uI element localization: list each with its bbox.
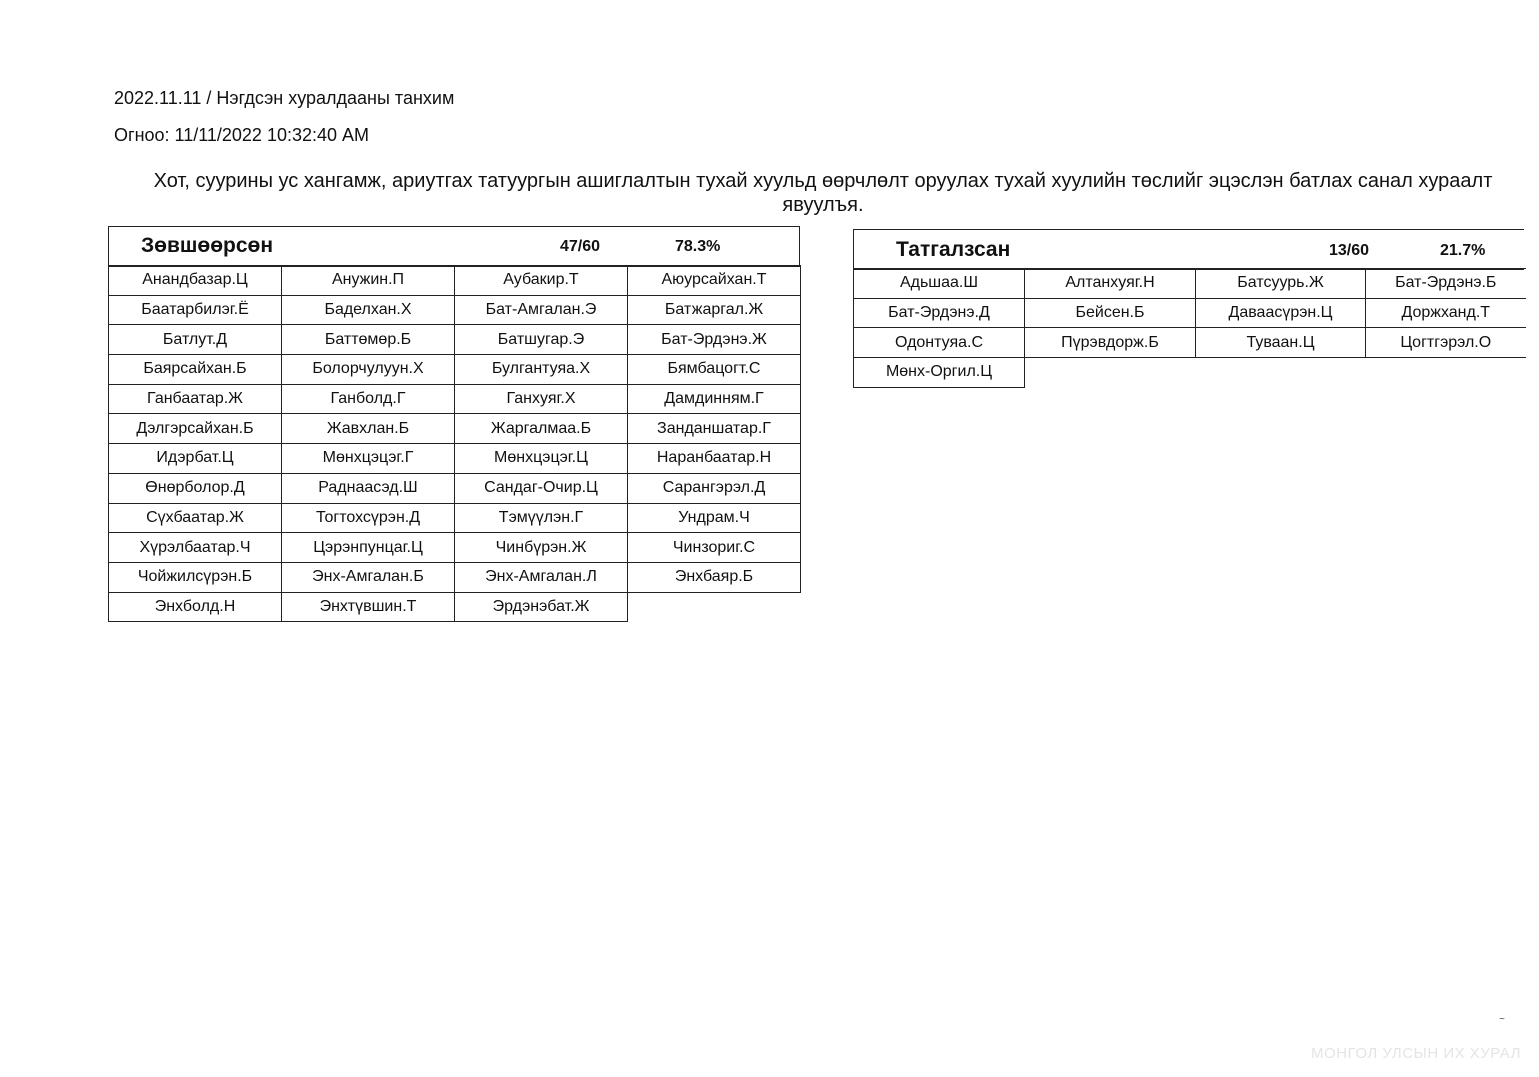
member-name-cell: Цогтгэрэл.О <box>1366 328 1526 358</box>
empty-cell <box>1366 358 1526 388</box>
member-name-cell: Пүрэвдорж.Б <box>1025 328 1196 358</box>
member-name-cell: Баатарбилэг.Ё <box>109 295 282 325</box>
reject-table-body <box>854 269 1526 388</box>
member-name-cell: Ганбаатар.Ж <box>109 384 282 414</box>
member-name-cell: Бейсен.Б <box>1025 298 1196 328</box>
member-name-cell: Болорчулуун.Х <box>282 355 455 385</box>
reject-percent: 21.7% <box>1440 242 1486 259</box>
member-name-cell: Батлут.Д <box>109 325 282 355</box>
approve-count: 47/60 <box>560 238 601 255</box>
table-row <box>109 325 801 355</box>
reject-count: 13/60 <box>1329 242 1370 259</box>
member-name-cell: Одонтуяа.С <box>854 328 1025 358</box>
member-name-cell: Тэмүүлэн.Г <box>455 503 628 533</box>
member-name-cell: Бат-Эрдэнэ.Ж <box>628 325 801 355</box>
member-name-cell: Мөнхцэцэг.Ц <box>455 444 628 474</box>
table-row <box>854 328 1526 358</box>
session-date-location: 2022.11.11 / Нэгдсэн хуралдааны танхим <box>114 88 455 108</box>
member-name-cell: Сүхбаатар.Ж <box>109 503 282 533</box>
member-name-cell: Булгантуяа.Х <box>455 355 628 385</box>
member-name-cell: Раднаасэд.Ш <box>282 473 455 503</box>
reject-names-table <box>853 268 1526 388</box>
member-name-cell: Энхтүвшин.Т <box>282 592 455 622</box>
member-name-cell: Батжаргал.Ж <box>628 295 801 325</box>
member-name-cell: Аубакир.Т <box>455 266 628 296</box>
table-row <box>109 384 801 414</box>
member-name-cell: Ганхуяг.Х <box>455 384 628 414</box>
table-row <box>109 473 801 503</box>
approve-label: Зөвшөөрсөн <box>141 234 274 257</box>
table-row <box>109 295 801 325</box>
member-name-cell: Чинбүрэн.Ж <box>455 533 628 563</box>
table-row <box>109 355 801 385</box>
member-name-cell: Баттөмөр.Б <box>282 325 455 355</box>
member-name-cell: Туваан.Ц <box>1196 328 1366 358</box>
table-row <box>109 444 801 474</box>
reject-header <box>853 229 1524 270</box>
member-name-cell: Даваасүрэн.Ц <box>1196 298 1366 328</box>
motion-title: Хот, суурины ус хангамж, ариутгах татуургын ашиглалтын тухай хуульд өөрчлөлт оруулах тухай хуулийн төслийг эцэслэн батлах санал хураалт явуулъя. <box>153 170 1493 216</box>
table-row <box>109 414 801 444</box>
member-name-cell: Анужин.П <box>282 266 455 296</box>
member-name-cell: Баделхан.Х <box>282 295 455 325</box>
member-name-cell: Мөнх-Оргил.Ц <box>854 358 1025 388</box>
member-name-cell: Тогтохсүрэн.Д <box>282 503 455 533</box>
approve-header <box>108 226 800 267</box>
empty-cell <box>1196 358 1366 388</box>
member-name-cell: Батшугар.Э <box>455 325 628 355</box>
table-row <box>109 503 801 533</box>
empty-cell <box>1025 358 1196 388</box>
member-name-cell: Наранбаатар.Н <box>628 444 801 474</box>
member-name-cell: Дэлгэрсайхан.Б <box>109 414 282 444</box>
member-name-cell: Аюурсайхан.Т <box>628 266 801 296</box>
approve-names-table <box>108 265 801 622</box>
member-name-cell: Хүрэлбаатар.Ч <box>109 533 282 563</box>
member-name-cell: Бямбацогт.С <box>628 355 801 385</box>
member-name-cell: Энх-Амгалан.Л <box>455 562 628 592</box>
approve-percent: 78.3% <box>675 238 721 255</box>
member-name-cell: Энхбаяр.Б <box>628 562 801 592</box>
member-name-cell: Мөнхцэцэг.Г <box>282 444 455 474</box>
member-name-cell: Бат-Эрдэнэ.Б <box>1366 269 1526 299</box>
member-name-cell: Өнөрболор.Д <box>109 473 282 503</box>
table-row <box>854 269 1526 299</box>
member-name-cell: Адьшаа.Ш <box>854 269 1025 299</box>
member-name-cell: Доржханд.Т <box>1366 298 1526 328</box>
reject-label: Татгалзсан <box>896 238 1011 261</box>
member-name-cell: Цэрэнпунцаг.Ц <box>282 533 455 563</box>
member-name-cell: Энх-Амгалан.Б <box>282 562 455 592</box>
member-name-cell: Алтанхуяг.Н <box>1025 269 1196 299</box>
table-row <box>109 562 801 592</box>
approve-table-body <box>109 266 801 622</box>
member-name-cell: Энхболд.Н <box>109 592 282 622</box>
table-row <box>109 266 801 296</box>
member-name-cell: Ундрам.Ч <box>628 503 801 533</box>
member-name-cell: Идэрбат.Ц <box>109 444 282 474</box>
member-name-cell: Дамдинням.Г <box>628 384 801 414</box>
member-name-cell: Эрдэнэбат.Ж <box>455 592 628 622</box>
member-name-cell: Баярсайхан.Б <box>109 355 282 385</box>
member-name-cell: Анандбазар.Ц <box>109 266 282 296</box>
scan-mark: ~ <box>1499 1014 1505 1025</box>
member-name-cell: Жавхлан.Б <box>282 414 455 444</box>
empty-cell <box>628 592 801 622</box>
member-name-cell: Жаргалмаа.Б <box>455 414 628 444</box>
table-row <box>109 533 801 563</box>
member-name-cell: Занданшатар.Г <box>628 414 801 444</box>
member-name-cell: Чойжилсүрэн.Б <box>109 562 282 592</box>
table-row <box>854 358 1526 388</box>
table-row <box>854 298 1526 328</box>
member-name-cell: Ганболд.Г <box>282 384 455 414</box>
member-name-cell: Сандаг-Очир.Ц <box>455 473 628 503</box>
member-name-cell: Батсуурь.Ж <box>1196 269 1366 299</box>
member-name-cell: Сарангэрэл.Д <box>628 473 801 503</box>
member-name-cell: Бат-Эрдэнэ.Д <box>854 298 1025 328</box>
table-row <box>109 592 801 622</box>
watermark: МОНГОЛ УЛСЫН ИХ ХУРАЛ <box>1311 1045 1521 1062</box>
member-name-cell: Бат-Амгалан.Э <box>455 295 628 325</box>
vote-timestamp: Огноо: 11/11/2022 10:32:40 AM <box>114 125 370 145</box>
member-name-cell: Чинзориг.С <box>628 533 801 563</box>
